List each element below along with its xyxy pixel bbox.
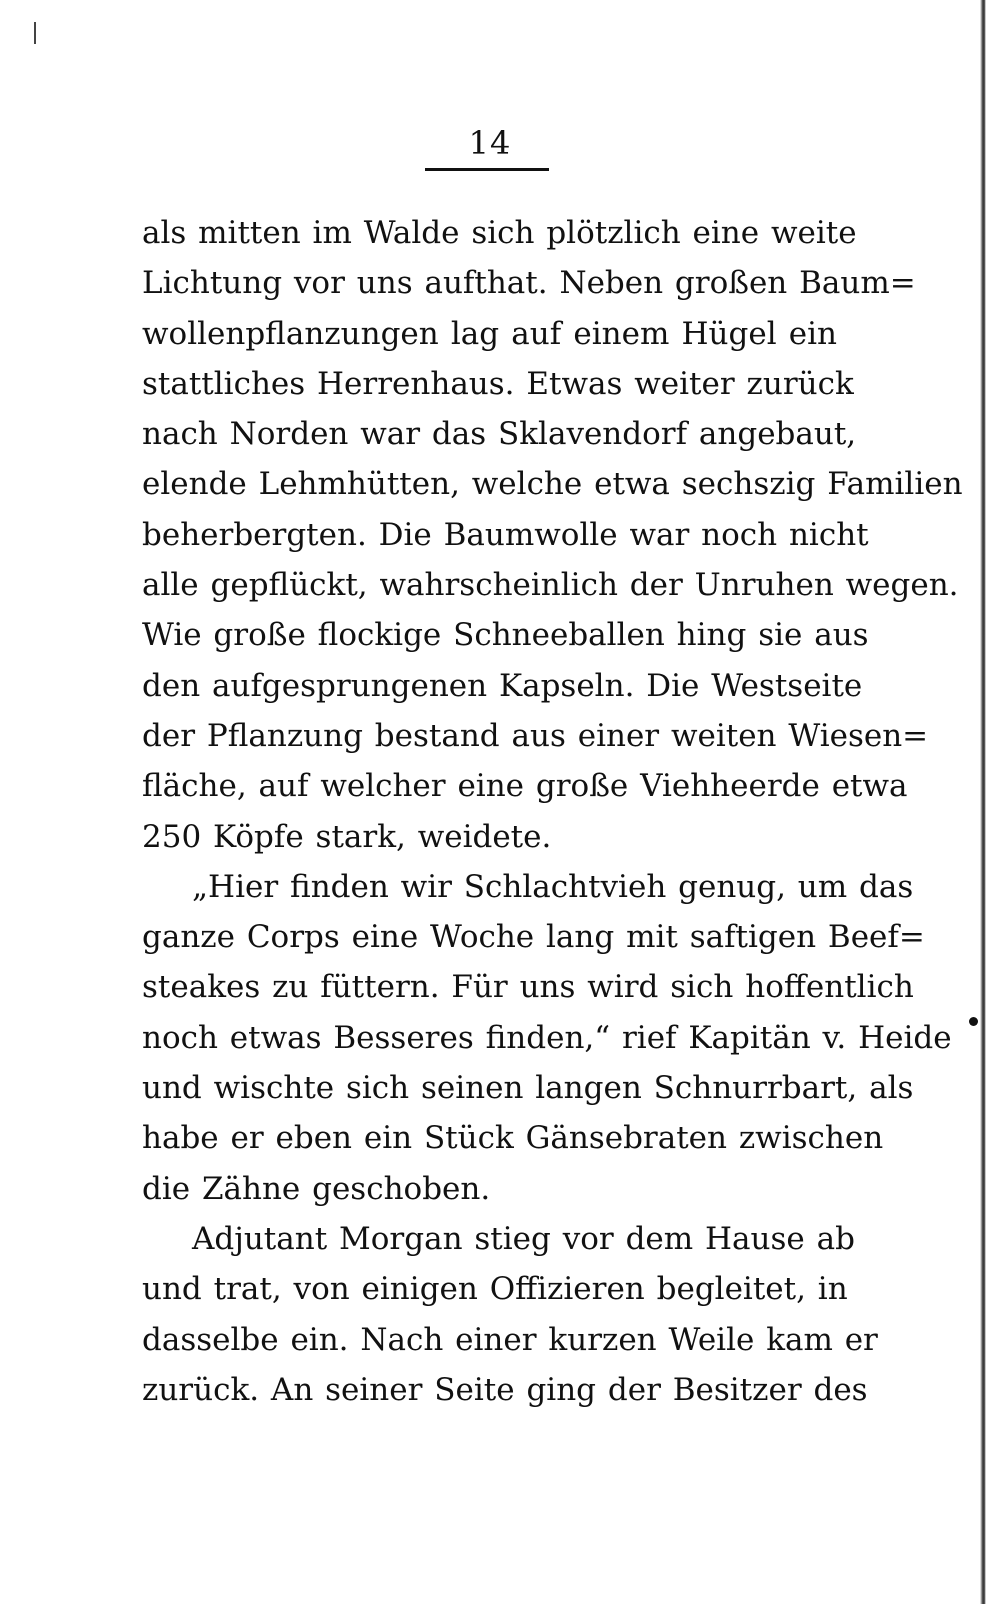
scan-page-edge — [980, 0, 986, 1604]
text-line: steakes zu füttern. Für uns wird sich hoffentlich — [142, 969, 914, 1006]
scan-dot — [969, 1017, 978, 1026]
text-line: als mitten im Walde sich plötzlich eine weite — [142, 215, 857, 251]
text-line: und wischte sich seinen langen Schnurrbart, als — [142, 1070, 914, 1107]
text-line: stattliches Herrenhaus. Etwas weiter zurück — [142, 365, 854, 402]
text-line: wollenpflanzungen lag auf einem Hügel ein — [142, 315, 837, 352]
text-line: nach Norden war das Sklavendorf angebaut, — [142, 416, 857, 453]
text-line: Lichtung vor uns aufthat. Neben großen Baum= — [142, 265, 916, 302]
text-line: habe er eben ein Stück Gänsebraten zwischen — [142, 1120, 884, 1157]
body-text — [142, 208, 963, 1415]
text-line: 250 Köpfe stark, weidete. — [142, 818, 552, 855]
text-line: noch etwas Besseres finden,“ rief Kapitän v. Heide — [142, 1019, 952, 1056]
text-line: Adjutant Morgan stieg vor dem Hause ab — [192, 1220, 855, 1257]
text-line: zurück. An seiner Seite ging der Besitzer des — [142, 1371, 868, 1408]
text-line: beherbergten. Die Baumwolle war noch nicht — [142, 516, 869, 553]
text-line: ganze Corps eine Woche lang mit saftigen Beef= — [142, 919, 925, 956]
text-line: „Hier finden wir Schlachtvieh genug, um das — [192, 868, 914, 905]
text-line: Wie große flockige Schneeballen hing sie aus — [142, 617, 869, 654]
page-number: 14 — [468, 124, 512, 162]
page-number-rule — [425, 168, 549, 171]
text-line: der Pflanzung bestand aus einer weiten Wiesen= — [142, 717, 929, 754]
text-line: alle gepflückt, wahrscheinlich der Unruhen wegen. — [142, 567, 959, 604]
text-line: elende Lehmhütten, welche etwa sechszig Familien — [142, 466, 963, 503]
scan-edge-mark — [34, 22, 36, 44]
text-line: den aufgesprungenen Kapseln. Die Westseite — [142, 667, 863, 704]
text-line: und trat, von einigen Offizieren begleitet, in — [142, 1271, 848, 1308]
text-line: dasselbe ein. Nach einer kurzen Weile kam er — [142, 1321, 878, 1358]
text-line: die Zähne geschoben. — [142, 1170, 491, 1207]
text-line: fläche, auf welcher eine große Viehheerde etwa — [142, 768, 908, 805]
